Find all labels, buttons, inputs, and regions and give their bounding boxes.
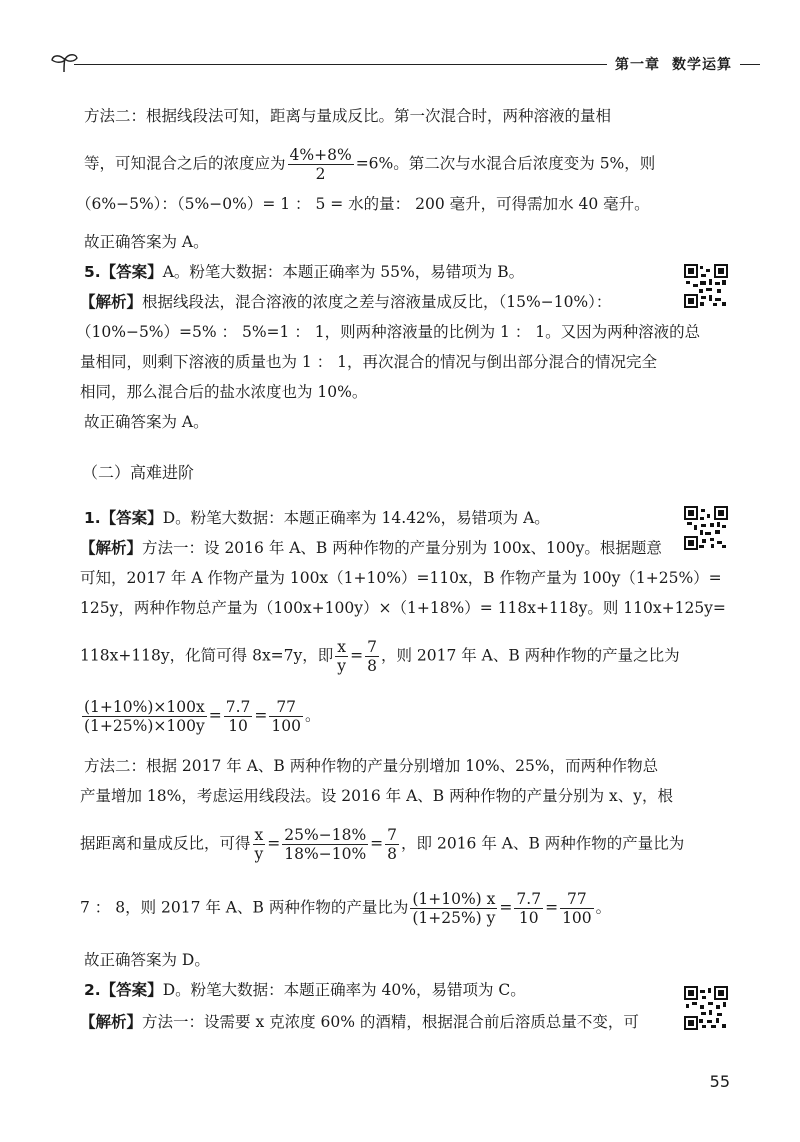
text-line [80,538,662,558]
fraction-numerator: 7.7 [516,890,542,908]
text-line: 125y，两种作物总产量为（100x+100y）×（1+18%）= 118x+118y。则 110x+125y= [80,599,726,617]
fraction-numerator: 77 [269,698,303,717]
fraction-denominator: 100 [271,717,301,735]
fraction-numerator: 7 [367,638,377,656]
text-line: 产量增加 18%，考虑运用线段法。设 2016 年 A、B 两种作物的产量分别为 x、y，根 [80,787,674,805]
text-line: 故正确答案为 A。 [84,233,209,251]
text-segment: 方法一：设需要 x 克浓度 60% 的酒精，根据混合前后溶质总量不变，可 [142,1013,639,1031]
text-segment: ，即 2016 年 A、B 两种作物的产量比为 [401,834,685,853]
fraction-denominator: 8 [367,657,377,675]
fraction-numerator: 25%−18% [284,826,367,844]
text-line: 可知，2017 年 A 作物产量为 100x（1+10%）=110x，B 作物产量为 100y（1+25%）= [80,569,722,587]
text-segment: 根据线段法，混合溶液的浓度之差与溶液量成反比，（15%−10%）： [142,293,612,311]
fraction [288,146,354,183]
fraction-denominator: 10 [228,717,248,735]
text-line: 7 ： 8，则 2017 年 A、B 两种作物的产量比为 $\frac{(1+10\%) x}{(1+25\%) y}$ = $\frac{7.7}{10}$ = $\frac{77}{100}$ 。 [80,890,612,927]
fraction-denominator: (1+25%) y [412,909,496,927]
text-segment: =6%。第二次与水混合后浓度变为 5%，则 [355,154,656,173]
fraction-denominator: 8 [387,845,398,863]
text-line [84,508,550,528]
fraction-numerator: 7.7 [225,698,251,716]
chapter-label [607,54,740,74]
text-line: 方法二：根据线段法可知，距离与量成反比。第一次混合时，两种溶液的量相 [84,107,612,125]
fraction-denominator: 2 [315,165,326,183]
fraction-denominator: (1+25%)×100y [84,717,205,735]
text-segment: 。 [304,706,321,725]
analysis-label: 【解析】 [80,293,143,311]
text-line: $\frac{(1+10\%)\times 100x}{(1+25\%)\times 100y}$ = $\frac{7.7}{10}$ = $\frac{77}{100}$ 。 [84,698,321,735]
text-segment: ，则 2017 年 A、B 两种作物的产量之比为 [380,646,680,665]
fraction [269,698,303,735]
qr-code-icon[interactable] [684,986,728,1030]
text-line: 量相同，则剩下溶液的质量也为 1 ： 1，再次混合的情况与倒出部分混合的情况完全 [80,353,658,371]
text-line: 据距离和量成反比，可得 $\frac{x}{y}$ = $\frac{25\%-18\%}{18\%-10\%}$ = $\frac{7}{8}$ ，即 2016 年 A、B 两种作物的产量比为 [80,826,685,863]
fraction-numerator: x [253,826,266,845]
fraction-denominator: y [254,845,264,863]
fraction-denominator: 18%−10% [284,845,367,863]
text-segment: A。粉笔大数据：本题正确率为 55%，易错项为 B。 [162,263,525,281]
text-segment: 等，可知混合之后的浓度应为 [84,154,286,173]
fraction-numerator: 4%+8% [289,146,352,164]
answer-label: 1.【答案】 [84,509,163,527]
text-segment: 118x+118y，化简可得 8x=7y，即 [80,646,334,665]
text-segment: D。粉笔大数据：本题正确率为 40%，易错项为 C。 [162,981,526,999]
fraction [253,826,266,863]
text-line: 118x+118y，化简可得 8x=7y，即 $\frac{x}{y}$ = $\frac{7}{8}$ ，则 2017 年 A、B 两种作物的产量之比为 [80,638,680,675]
section-title: （二）高难进阶 [82,463,195,482]
fraction [410,890,497,927]
fraction [365,638,379,675]
analysis-label: 【解析】 [80,539,143,557]
fraction [335,638,348,675]
text-segment: D。粉笔大数据：本题正确率为 14.42%，易错项为 A。 [162,509,550,527]
fraction [560,890,594,927]
fraction [82,698,207,735]
text-segment: 方法一：设 2016 年 A、B 两种作物的产量分别为 100x、100y。根据题意 [142,539,662,557]
text-segment: 。 [595,898,612,917]
fraction [514,890,543,927]
page-header [50,52,760,76]
fraction-denominator: 100 [562,909,592,927]
qr-code-icon[interactable] [684,506,728,550]
answer-label: 5.【答案】 [84,263,163,281]
answer-label: 2.【答案】 [84,981,163,999]
fraction-numerator: x [335,638,348,657]
chapter-title: 数学运算 [672,57,732,73]
text-line: 相同，那么混合后的盐水浓度也为 10%。 [80,383,368,401]
text-line: 故正确答案为 D。 [84,951,210,969]
fraction-numerator: (1+10%) x [412,890,496,908]
fraction-numerator: 7 [387,826,398,844]
text-segment: 据距离和量成反比，可得 [80,834,251,853]
fraction-denominator: 10 [518,909,539,927]
text-line: 故正确答案为 A。 [84,413,209,431]
text-line [84,262,524,282]
text-line: （6%−5%）：（5%−0%）= 1 ： 5 = 水的量： 200 毫升，可得需加水 40 毫升。 [76,195,650,213]
chapter-number: 第一章 [615,57,660,73]
page-number: 55 [709,1072,730,1091]
qr-code-icon[interactable] [684,264,728,308]
fraction [385,826,399,863]
text-segment: 7 ： 8，则 2017 年 A、B 两种作物的产量比为 [80,898,409,917]
text-line [80,292,611,312]
text-line [80,1012,639,1032]
fraction [282,826,368,863]
fraction-numerator: (1+10%)×100x [82,698,207,717]
text-line: 方法二：根据 2017 年 A、B 两种作物的产量分别增加 10%、25%，而两种作物总 [84,757,659,775]
sprout-icon [50,52,80,74]
text-line [84,980,526,1000]
text-line: （10%−5%）=5% ： 5%=1 ： 1，则两种溶液量的比例为 1 ： 1。又因为两种溶液的总 [76,323,701,341]
fraction-numerator: 77 [560,890,594,909]
text-line [84,146,655,183]
fraction [224,698,253,735]
analysis-label: 【解析】 [80,1013,143,1031]
fraction-denominator: y [337,657,347,675]
